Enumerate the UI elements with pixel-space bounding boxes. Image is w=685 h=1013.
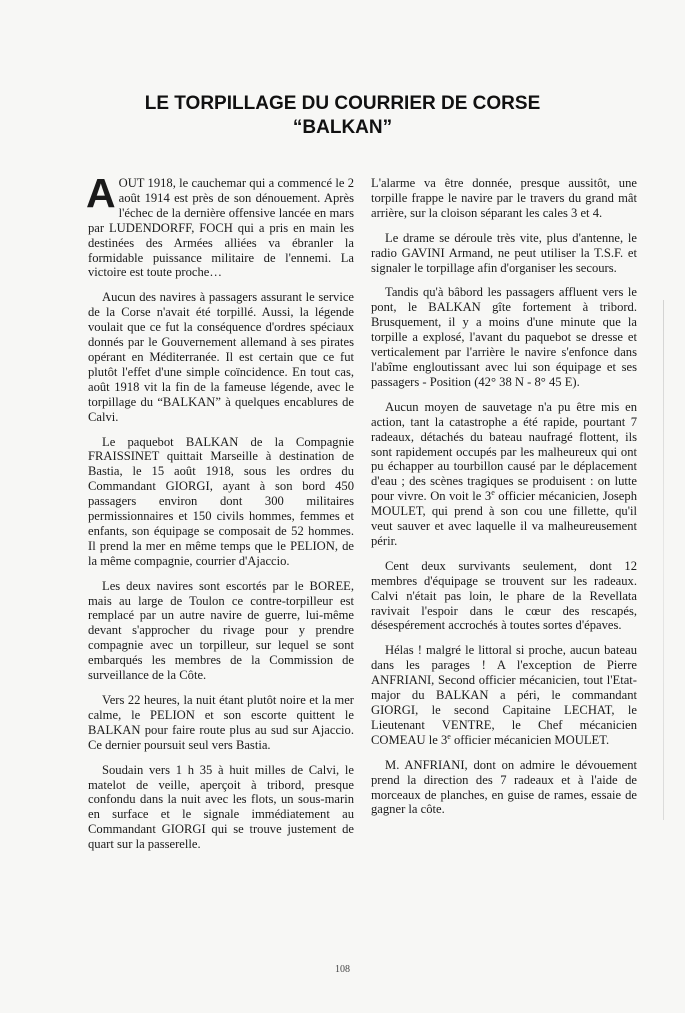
superscript: e [447, 731, 451, 741]
paragraph: Aucun des navires à passagers assurant le service de la Corse n'avait été torpillé. Aussi, la légende voulait que ce fut la conséquence d'ordres spéciaux donnés par le Gouvernement allemand à ses pirates opérant en Méditerranée. Il est certain que ce fut plutôt l'effet d'une simple coïncidence. En tout cas, août 1918 vit la fin de la fameuse légende, avec le torpillage du “BALKAN” à quelques encablures de Calvi. [88, 290, 354, 424]
paragraph: Soudain vers 1 h 35 à huit milles de Calvi, le matelot de veille, aperçoit à tribord, presque confondu dans la nuit avec les flots, un sous-marin en surface et le signale immédiatement au Commandant GIORGI qui se trouve justement de quart sur la passerelle. [88, 762, 354, 852]
paragraph: Le paquebot BALKAN de la Compagnie FRAISSINET quittait Marseille à destination de Bastia, le 15 août 1918, sous les ordres du Commandant GIORGI, ayant à son bord 450 passagers environ dont 300 militaires permissionnaires et 150 civils hommes, femmes et enfants, son équipage se composait de 52 hommes. Il prend la mer en même temps que le PELION, de la même compagnie, courrier d'Ajaccio. [88, 434, 354, 568]
superscript: e [491, 488, 495, 498]
title-line-2: “BALKAN” [292, 117, 393, 138]
paragraph [371, 400, 637, 549]
paragraph-text: officier mécanicien, Joseph MOULET, qui prend à son cou une fillette, qu'il veut sauver et avec laquelle il va malheureusement périr. [371, 489, 637, 548]
paragraph: Tandis qu'à bâbord les passagers affluent vers le pont, le BALKAN gîte fortement à tribord. Brusquement, il y a moins d'une minute que la torpille a explosé, l'avant du paquebot se dresse et verticalement par l'arrière le navire s'enfonce dans l'abîme engloutissant avec lui son équipage et ses passagers - Position (42° 38 N - 8° 45 E). [371, 285, 637, 389]
drop-cap: A [86, 170, 116, 216]
paragraph: Cent deux survivants seulement, dont 12 membres d'équipage se trouvent sur les radeaux. Calvi n'était pas loin, le phare de la Revellata ravivait l'espoir dans le cœur des rescapés, désespérement accrochés à toutes sortes d'épaves. [371, 558, 637, 633]
paragraph-text: Hélas ! malgré le littoral si proche, aucun bateau dans les parages ! A l'exception de Pierre ANFRIANI, Second officier mécanicien, tout l'Etat-major du BALKAN a péri, le commandant GIORGI, le second Capitaine LECHAT, le Lieutenant VENTRE, le Chef mécanicien COMEAU le 3 [371, 643, 637, 747]
right-column [371, 176, 637, 827]
page-title [0, 92, 685, 140]
paragraph [371, 643, 637, 747]
paragraph: Vers 22 heures, la nuit étant plutôt noire et la mer calme, le PELION et son escorte quittent le BALKAN pour faire route plus au sud sur Ajaccio. Ce dernier poursuit seul vers Bastia. [88, 693, 354, 752]
paragraph-text: Aucun moyen de sauvetage n'a pu être mis en action, tant la catastrophe a été rapide, pourtant 7 radeaux, détachés du bateau naufragé flottent, ils sont rapidement occupés par les malheureux qui ont pu échapper au tourbillon causé par le déplacement d'eau ; des scènes tragiques se produisent : on lutte pour vivre. On voit le 3 [371, 399, 637, 504]
scan-margin-shadow [663, 300, 664, 820]
paragraph: M. ANFRIANI, dont on admire le dévouement prend la direction des 7 radeaux et à l'aide de morceaux de planches, en guise de rames, essaie de gagner la côte. [371, 757, 637, 817]
left-column [86, 170, 354, 862]
paragraph: Les deux navires sont escortés par le BOREE, mais au large de Toulon ce contre-torpilleur est remplacé par un autre navire de guerre, lui-même devant s'approcher du rivage pour y prendre compagnie avec un torpilleur, sur lequel se sont embarqués les membres de la Commission de surveillance de la Côte. [88, 578, 354, 683]
paragraph-text: officier mécanicien MOULET. [450, 732, 610, 747]
title-line-1: LE TORPILLAGE DU COURRIER DE CORSE [144, 93, 541, 114]
paragraph-text: OUT 1918, le cauchemar qui a commencé le 2 août 1914 est près de son dénouement. Après l'échec de la dernière offensive lancée en mars par LUDENDORFF, FOCH qui a pris en main les destinées des Armées alliées va ébranler la formidable puissance militaire de l'ennemi. La victoire est toute proche… [88, 176, 354, 280]
paragraph [86, 170, 354, 280]
paragraph: L'alarme va être donnée, presque aussitôt, une torpille frappe le navire par le travers du grand mât arrière, sur la cloison séparant les cales 3 et 4. [371, 176, 637, 220]
paragraph: Le drame se déroule très vite, plus d'antenne, le radio GAVINI Armand, ne peut utiliser la T.S.F. et signaler le torpillage afin d'organiser les secours. [371, 230, 637, 275]
page-number: 108 [335, 964, 350, 975]
